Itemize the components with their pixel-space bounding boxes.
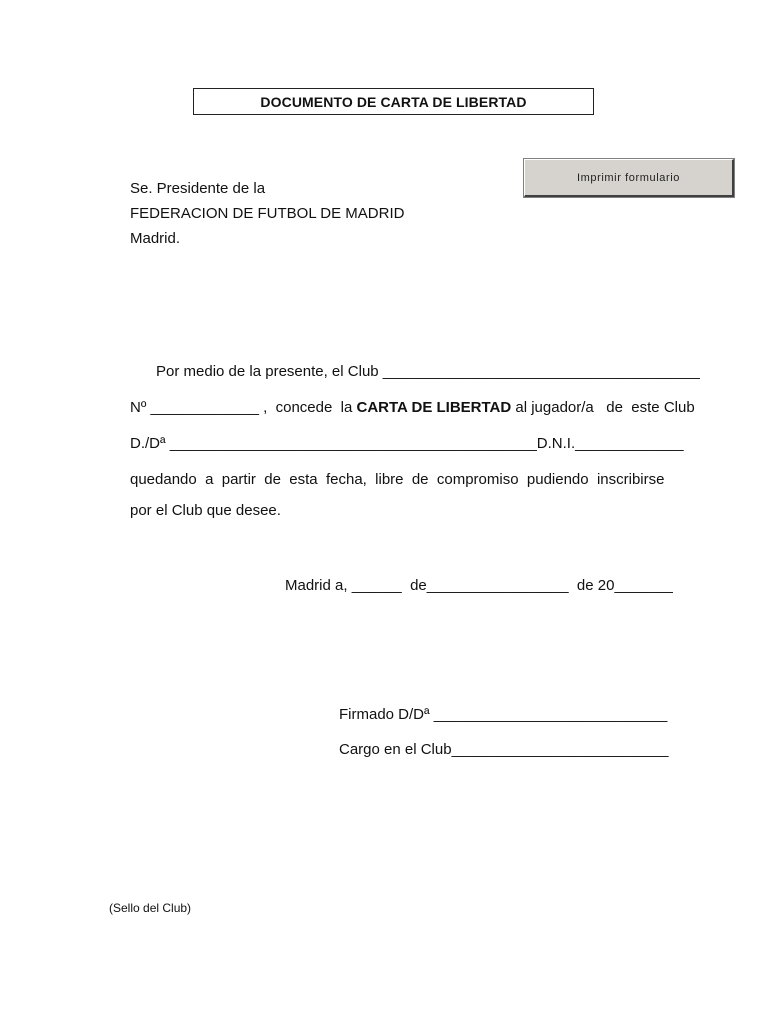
addressee-line-3: Madrid. [130, 230, 181, 247]
carta-de-libertad-bold: CARTA DE LIBERTAD [356, 399, 512, 416]
date-line: Madrid a, ______ de_________________ de 20_______ [285, 577, 673, 594]
body-line-club: Por medio de la presente, el Club ______________________________________ [156, 363, 700, 380]
body-line-number-prefix: Nº _____________ , concede la [130, 399, 357, 416]
document-title: DOCUMENTO DE CARTA DE LIBERTAD [193, 88, 594, 115]
club-stamp-label: (Sello del Club) [109, 901, 192, 915]
addressee-line-1: Se. Presidente de la [130, 180, 266, 197]
body-line-number-suffix: al jugador/a de este Club [511, 399, 695, 416]
signature-signed-line: Firmado D/Dª ____________________________ [339, 706, 668, 723]
body-line-release: quedando a partir de esta fecha, libre de compromiso pudiendo inscribirse [130, 471, 665, 488]
body-line-club-choice: por el Club que desee. [130, 502, 281, 519]
body-line-player: D./Dª ____________________________________________D.N.I._____________ [130, 435, 684, 452]
print-form-button[interactable]: Imprimir formulario [524, 159, 734, 197]
addressee-line-2: FEDERACION DE FUTBOL DE MADRID [130, 205, 405, 222]
body-line-number [130, 399, 695, 416]
signature-position-line: Cargo en el Club__________________________ [339, 741, 669, 758]
